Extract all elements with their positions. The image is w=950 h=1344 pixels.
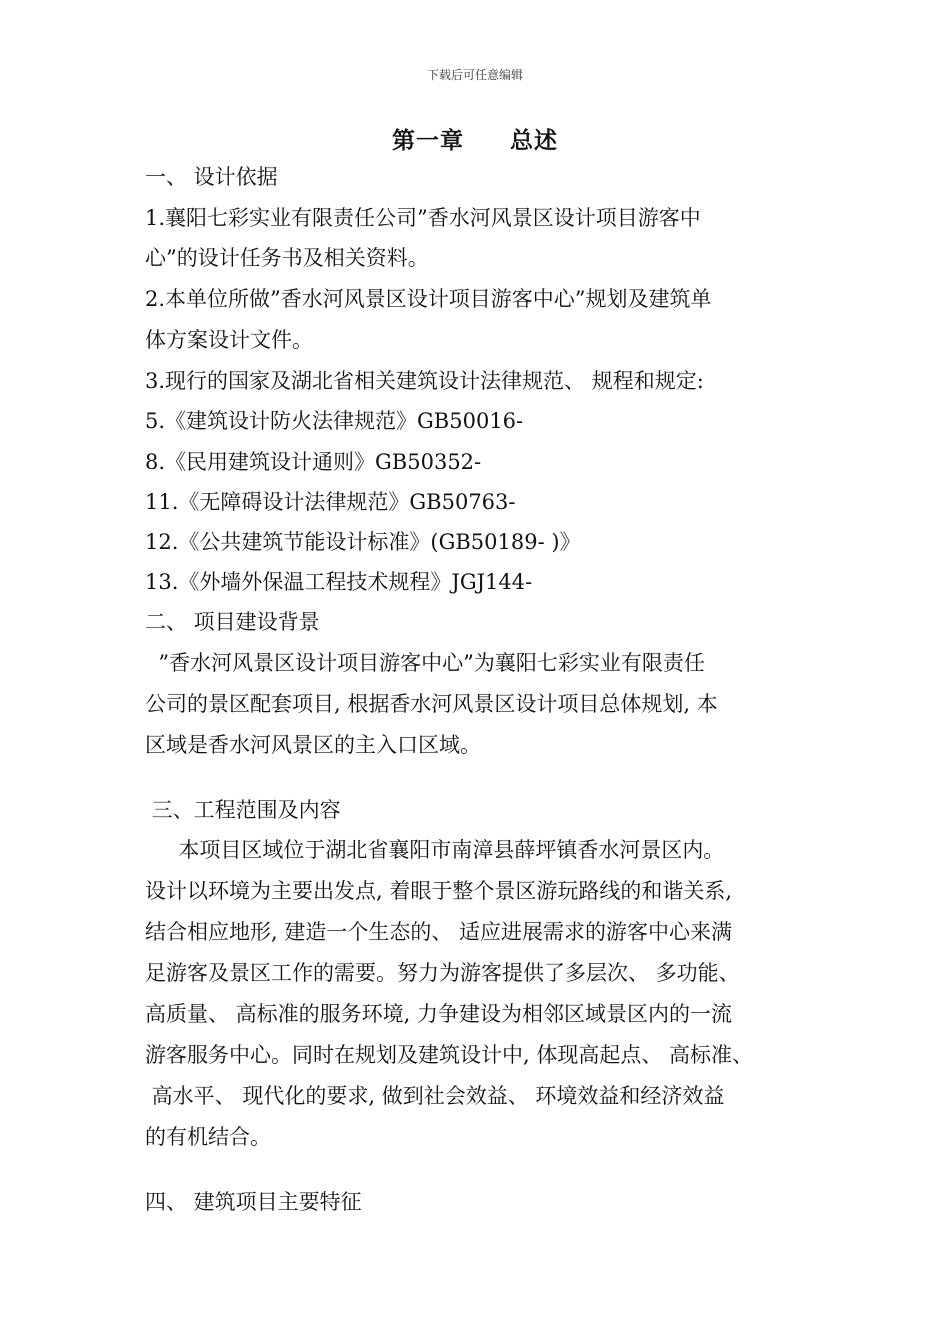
paragraph-line: ”香水河风景区设计项目游客中心”为襄阳七彩实业有限责任 [145, 651, 705, 675]
section-heading-4: 四、 建筑项目主要特征 [145, 1190, 362, 1214]
paragraph-line: 3.现行的国家及湖北省相关建筑设计法律规范、 规程和规定: [145, 369, 704, 393]
reference-item: 11.《无障碍设计法律规范》GB50763- [145, 490, 516, 514]
reference-item: 5.《建筑设计防火法律规范》GB50016- [145, 409, 524, 433]
paragraph-line: 设计以环境为主要出发点, 着眼于整个景区游玩路线的和谐关系, [145, 879, 733, 903]
paragraph-line: 区域是香水河风景区的主入口区域。 [145, 733, 481, 757]
paragraph-line: 心”的设计任务书及相关资料。 [145, 246, 429, 270]
chapter-title [0, 122, 950, 155]
paragraph-line: 公司的景区配套项目, 根据香水河风景区设计项目总体规划, 本 [145, 692, 718, 716]
reference-item: 8.《民用建筑设计通则》GB50352- [145, 450, 482, 474]
section-heading-1: 一、 设计依据 [145, 165, 278, 189]
page-header-note: 下载后可任意编辑 [426, 68, 523, 82]
paragraph-line: 高质量、 高标准的服务环境, 力争建设为相邻区域景区内的一流 [145, 1002, 733, 1026]
paragraph-line: 结合相应地形, 建造一个生态的、 适应进展需求的游客中心来满 [145, 920, 733, 944]
paragraph-line: 游客服务中心。同时在规划及建筑设计中, 体现高起点、 高标准、 [145, 1043, 754, 1067]
paragraph-line: 高水平、 现代化的要求, 做到社会效益、 环境效益和经济效益 [145, 1084, 725, 1108]
paragraph-line: 本项目区域位于湖北省襄阳市南漳县薛坪镇香水河景区内。 [145, 838, 725, 862]
paragraph-line: 体方案设计文件。 [145, 328, 313, 352]
paragraph-line: 2.本单位所做”香水河风景区设计项目游客中心”规划及建筑单 [145, 287, 712, 311]
section-heading-2: 二、 项目建设背景 [145, 610, 320, 634]
paragraph-line: 足游客及景区工作的需要。努力为游客提供了多层次、 多功能、 [145, 961, 740, 985]
section-heading-3: 三、工程范围及内容 [145, 798, 341, 822]
reference-item: 13.《外墙外保温工程技术规程》JGJ144- [145, 570, 533, 594]
reference-item: 12.《公共建筑节能设计标准》(GB50189- )》 [145, 530, 581, 554]
paragraph-line: 的有机结合。 [145, 1125, 271, 1149]
paragraph-line: 1.襄阳七彩实业有限责任公司”香水河风景区设计项目游客中 [145, 206, 701, 230]
chapter-number: 第一章 [392, 127, 464, 154]
chapter-name: 总述 [510, 127, 558, 154]
